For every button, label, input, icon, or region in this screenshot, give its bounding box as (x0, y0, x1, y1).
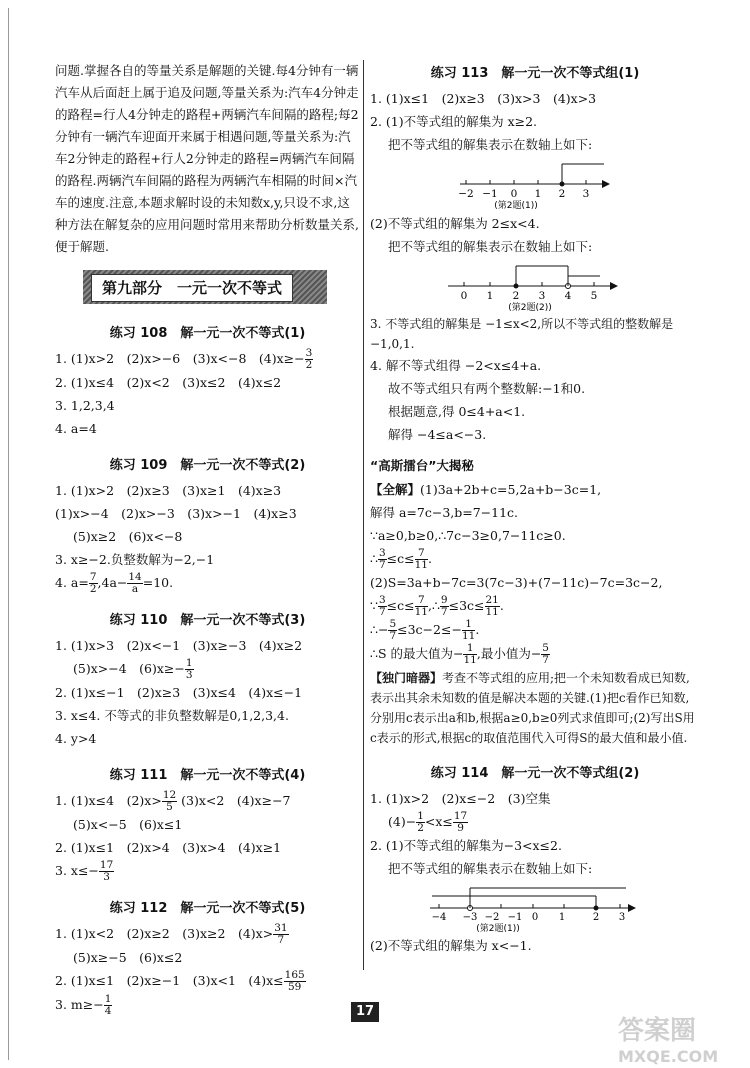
period: . (499, 598, 504, 613)
axis-arrow (628, 904, 636, 912)
page-number: 17 (351, 1002, 379, 1022)
ex113-answer-2-note: 把不等式组的解集表示在数轴上如下: (388, 137, 593, 152)
ex112-answer-1b: (5)x≥−5 (6)x≤2 (73, 950, 183, 965)
therefore-symbol: ∴ (370, 551, 378, 566)
fraction-numerator: 165 (284, 969, 305, 981)
exercise-108-title: 练习 108 解一元一次不等式(1) (109, 326, 306, 341)
tick-label: 5 (590, 290, 598, 302)
ex110-answer-1: 1. (1)x>3 (2)x<−1 (3)x≥−3 (4)x≥2 (55, 638, 303, 653)
ex114-answer-1b-b: <x≤ (424, 814, 453, 829)
fraction-denominator: 59 (287, 981, 302, 993)
ex113-answer-1: 1. (1)x≤1 (2)x≥3 (3)x>3 (4)x>3 (370, 91, 597, 106)
fraction-numerator: 3 (305, 347, 313, 359)
fraction-numerator: 12 (162, 789, 177, 801)
tick-label: −2 (484, 912, 500, 923)
ex113-answer-2-part2-note: 把不等式组的解集表示在数轴上如下: (388, 239, 593, 254)
tick-label: 2 (592, 912, 600, 923)
fraction-numerator: 17 (99, 859, 114, 871)
fraction-denominator: 7 (389, 630, 397, 642)
fraction (416, 811, 425, 834)
ex109-answer-2b: (5)x≥2 (6)x<−8 (73, 529, 183, 544)
fraction (162, 790, 177, 813)
tick-label: 1 (486, 290, 494, 302)
ex113-answer-4-line4: 解得 −4≤a<−3. (388, 427, 487, 442)
fraction-numerator: 31 (274, 922, 288, 934)
tick-label: 1 (534, 188, 542, 200)
fraction-denominator: 7 (378, 606, 386, 618)
fraction-numerator: 1 (185, 657, 193, 669)
watermark-url: MXQE.COM (618, 1047, 719, 1066)
fraction-numerator: 17 (453, 810, 468, 822)
fraction (462, 619, 475, 642)
fraction-numerator: 3 (378, 547, 386, 559)
exercise-114-title: 练习 114 解一元一次不等式组(2) (430, 766, 640, 781)
max-value-text: ∴S 的最大值为− (370, 646, 464, 661)
gauss-solution-8 (370, 642, 700, 666)
fraction-denominator: 9 (457, 822, 464, 834)
figure-caption: (第2题(1)) (476, 924, 520, 932)
tick-label: −4 (431, 912, 447, 923)
fraction-denominator: a (131, 583, 139, 595)
ex111-answer-1c: (5)x<−5 (6)x≤1 (73, 817, 183, 832)
ex110-answer-1b (55, 657, 360, 681)
ex108-answer-1 (55, 347, 360, 371)
ex113-answer-3: 3. 不等式组的解集是 −1≤x<2,所以不等式组的整数解是−1,0,1. (370, 317, 674, 351)
ex112-answer-1-text: 1. (1)x<2 (2)x≥2 (3)x≥2 (4)x> (55, 926, 274, 941)
fraction-denominator: 11 (414, 606, 428, 618)
exercise-110-title: 练习 110 解一元一次不等式(3) (109, 613, 306, 628)
gauss-solution-1 (370, 478, 700, 501)
tick-label: −2 (458, 188, 474, 200)
axis-arrow (610, 282, 618, 290)
tick-label: −3 (462, 912, 478, 923)
ex111-answer-3-text: 3. x≤− (55, 863, 99, 878)
ex109-answer-4-a: 4. a= (55, 575, 89, 590)
number-line-2 (370, 260, 700, 312)
fraction-denominator: 2 (89, 583, 97, 595)
fraction-denominator: 11 (414, 559, 428, 571)
fraction (453, 811, 468, 834)
gauss-tip (370, 668, 700, 748)
ex111-answer-1-b: (3)x<2 (4)x≥−7 (181, 793, 291, 808)
gauss-solution-3: ∵a≥0,b≥0,∴7c−3≥0,7−11c≥0. (370, 528, 566, 543)
gauss-solution-4 (370, 547, 700, 571)
tick-label: 3 (618, 912, 626, 923)
ex114-answer-1b-a: (4)− (388, 814, 417, 829)
tick-label: 0 (531, 912, 539, 923)
fraction (541, 643, 550, 666)
tick-label: −1 (482, 188, 498, 200)
fraction (415, 595, 428, 618)
fraction-numerator: 9 (440, 594, 448, 606)
inequality-text: ≤3c≤ (448, 598, 485, 613)
ex113-answer-4-line2: 故不等式组只有两个整数解:−1和0. (388, 381, 586, 396)
fraction-denominator: 7 (378, 559, 386, 571)
fraction-denominator: 11 (485, 606, 499, 618)
fraction (378, 548, 387, 571)
full-solution-label: 【全解】 (370, 482, 421, 497)
number-line-1 (370, 158, 700, 210)
tick-label: −1 (507, 912, 523, 923)
tick-labels (461, 290, 598, 302)
column-divider (363, 60, 364, 970)
fraction-denominator: 7 (440, 606, 448, 618)
axis-arrow (602, 180, 610, 188)
inequality-text: ≤3c−2≤− (397, 622, 462, 637)
fraction (388, 619, 397, 642)
ex110-answer-3: 3. x≤4. 不等式的非负整数解是0,1,2,3,4. (55, 708, 289, 723)
fraction-denominator: 3 (185, 669, 193, 681)
watermark (618, 1010, 743, 1066)
tip-label: 【独门暗器】 (370, 671, 443, 685)
fraction-denominator: 3 (103, 871, 110, 883)
tick-label: 3 (538, 290, 546, 302)
ex109-answer-1: 1. (1)x>2 (2)x≥3 (3)x≥1 (4)x≥3 (55, 483, 282, 498)
ex110-answer-1b-text: (5)x>−4 (6)x≥− (73, 661, 185, 676)
ex114-answer-2-part2: (2)不等式组的解集为 x<−1. (370, 938, 532, 953)
fraction-numerator: 1 (463, 643, 476, 655)
ex108-answer-3: 3. 1,2,3,4 (55, 398, 115, 413)
fraction-numerator: 3 (378, 594, 386, 606)
ex110-answer-4: 4. y>4 (55, 731, 97, 746)
tick-label: 2 (512, 290, 520, 302)
ex109-answer-4 (55, 571, 360, 595)
fraction-denominator: 11 (461, 630, 476, 642)
fraction-numerator: 1 (462, 619, 475, 631)
fraction-numerator: 7 (415, 548, 428, 560)
fraction-numerator: 7 (89, 571, 97, 583)
ex114-answer-2-note: 把不等式组的解集表示在数轴上如下: (388, 861, 593, 876)
fraction (89, 572, 98, 595)
tick-label: 0 (510, 188, 518, 200)
ex111-answer-1 (55, 789, 360, 813)
ex113-answer-4: 4. 解不等式组得 −2<x≤4+a. (370, 358, 542, 373)
fraction-denominator: 7 (542, 654, 549, 666)
ex108-answer-2: 2. (1)x≤4 (2)x<2 (3)x≤2 (4)x≤2 (55, 375, 282, 390)
ex111-answer-2: 2. (1)x≤1 (2)x>4 (3)x>4 (4)x≥1 (55, 840, 282, 855)
left-column (55, 60, 360, 1017)
fraction-denominator: 7 (277, 934, 285, 946)
inequality-text: ≤c≤ (386, 551, 415, 566)
tick-label: 3 (582, 188, 590, 200)
figure-caption: (第2题(2)) (508, 303, 552, 312)
fraction (463, 643, 476, 666)
ex113-answer-2: 2. (1)不等式组的解集为 x≥2. (370, 114, 538, 129)
ex108-answer-1-text: 1. (1)x>2 (2)x>−6 (3)x<−8 (4)x≥− (55, 351, 305, 366)
fraction-denominator: 2 (417, 822, 424, 834)
fraction (485, 595, 500, 618)
number-line-3 (370, 882, 700, 932)
section-banner (83, 270, 327, 308)
tick-label: 4 (564, 290, 572, 302)
therefore-text: ,∴ (427, 598, 440, 613)
tick-labels (458, 188, 589, 200)
ex112-answer-2 (55, 969, 360, 993)
fraction (99, 860, 114, 883)
ex109-answer-2: (1)x>−4 (2)x>−3 (3)x>−1 (4)x≥3 (55, 506, 297, 521)
exercise-112-title: 练习 112 解一元一次不等式(5) (109, 901, 306, 916)
ex109-answer-4-c: =10. (142, 575, 174, 590)
axis-ticks (439, 904, 620, 908)
gauss-solution-5: (2)S=3a+b−7c=3(7c−3)+(7−11c)−7c=3c−2, (370, 575, 663, 590)
tick-label: 2 (558, 188, 566, 200)
because-symbol: ∵ (370, 598, 378, 613)
fraction (378, 595, 387, 618)
fraction (440, 595, 449, 618)
gauss-solution-6 (370, 594, 700, 618)
fraction-numerator: 1 (417, 810, 424, 822)
fraction (273, 923, 288, 946)
axis-ticks (466, 180, 586, 184)
gauss-solution-7 (370, 618, 700, 642)
watermark-logo-text: 答案圈 (618, 1016, 697, 1046)
therefore-text: ∴− (370, 622, 389, 637)
ex112-answer-2-text: 2. (1)x≤1 (2)x≥−1 (3)x<1 (4)x≤ (55, 973, 284, 988)
fraction (185, 658, 194, 681)
ex113-answer-2-part2: (2)不等式组的解集为 2≤x<4. (370, 216, 540, 231)
fraction (305, 348, 314, 371)
exercise-109-title: 练习 109 解一元一次不等式(2) (109, 458, 306, 473)
ex114-answer-2: 2. (1)不等式组的解集为−3<x≤2. (370, 838, 562, 853)
period: . (475, 622, 480, 637)
tick-label: 0 (460, 290, 468, 302)
exercise-113-title: 练习 113 解一元一次不等式组(1) (430, 66, 640, 81)
fraction (127, 572, 142, 595)
ex112-answer-1 (55, 922, 360, 946)
ex111-answer-1-a: 1. (1)x≤4 (2)x> (55, 793, 162, 808)
fraction-numerator: 5 (542, 642, 549, 654)
fraction-denominator: 11 (463, 654, 477, 666)
ex112-answer-3-text: 3. m≥− (55, 997, 104, 1012)
fraction-numerator: 7 (415, 595, 428, 607)
fraction-numerator: 21 (485, 594, 499, 606)
fraction (284, 970, 306, 993)
exercise-111-title: 练习 111 解一元一次不等式(4) (109, 768, 306, 783)
fraction-denominator: 4 (104, 1005, 112, 1017)
fraction-numerator: 1 (104, 993, 112, 1005)
ex111-answer-3 (55, 859, 360, 883)
fraction-numerator: 5 (389, 618, 397, 630)
fraction-denominator: 5 (166, 801, 173, 813)
intro-paragraph: 问题.掌握各自的等量关系是解题的关键.每4分钟有一辆汽车从后面赶上属于追及问题,等量关系为:汽车4分钟走的路程=行人4分钟走的路程+两辆汽车间隔的路程;每2分钟有一辆汽车迎面开来属于相遇问题,等量关系为:汽车2分钟走的路程+行人2分钟走的路程=两辆汽车间隔的路程.两辆汽车间隔的路程为两辆汽车相隔的时间×汽车的速度.注意,本题求解时设的未知数x,y,只设不求,这种方法在解复杂的应用问题时常用来帮助分析数量关系,便于解题. (55, 63, 359, 254)
min-value-text: ,最小值为− (476, 646, 542, 661)
fraction-numerator: 14 (128, 571, 142, 583)
inequality-text: ≤c≤ (386, 598, 415, 613)
period: . (427, 551, 432, 566)
ex109-answer-3: 3. x≥−2.负整数解为−2,−1 (55, 552, 215, 567)
ex114-answer-1: 1. (1)x>2 (2)x≤−2 (3)空集 (370, 791, 551, 806)
ex112-answer-3 (55, 993, 360, 1017)
ex108-answer-4: 4. a=4 (55, 421, 97, 436)
fraction-denominator: 2 (305, 359, 313, 371)
figure-caption: (第2题(1)) (494, 201, 538, 210)
gauss-solution-1-text: (1)3a+2b+c=5,2a+b−3c=1, (420, 482, 602, 497)
tick-label: 1 (558, 912, 566, 923)
ex114-answer-1b (370, 810, 700, 834)
tick-labels (432, 912, 626, 923)
ex110-answer-2: 2. (1)x≤−1 (2)x≥3 (3)x≤4 (4)x≤−1 (55, 685, 303, 700)
gauss-solution-2: 解得 a=7c−3,b=7−11c. (370, 505, 519, 520)
right-column (370, 60, 700, 957)
ex113-answer-4-line3: 根据题意,得 0≤4+a<1. (388, 404, 526, 419)
axis-ticks (464, 282, 594, 286)
section-title: 第九部分 一元一次不等式 (91, 274, 293, 302)
gauss-challenge-title: “高斯擂台”大揭秘 (370, 458, 474, 473)
ex109-answer-4-b: ,4a− (97, 575, 128, 590)
tip-text: 考查不等式组的应用;把一个未知数看成已知数,表示出其余未知数的值是解决本题的关键.(1)把c看作已知数,分别用c表示出a和b,根据a≥0,b≥0列式求值即可;(2)写出S用c表示的形式,根据c的取值范围代入可得S的最大值和最小值. (370, 671, 695, 745)
fraction (104, 994, 113, 1017)
fraction (415, 548, 428, 571)
